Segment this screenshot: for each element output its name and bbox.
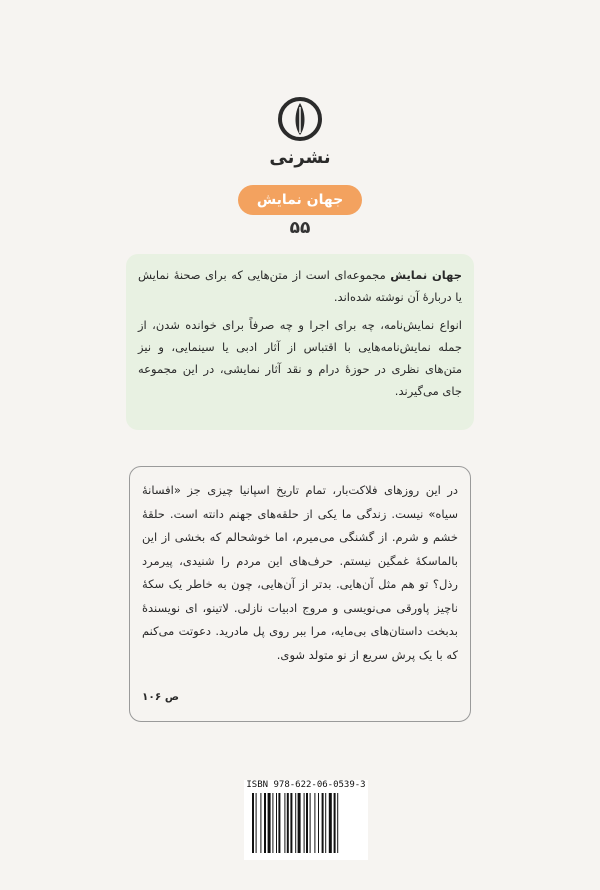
- barcode-icon: [250, 793, 362, 855]
- isbn-number: ISBN 978-622-06-0539-3: [246, 780, 366, 790]
- publisher-name: نشرنی: [269, 147, 331, 168]
- series-name: جهان نمایش: [256, 192, 344, 208]
- description-bold-lead: جهان نمایش: [390, 268, 462, 282]
- excerpt-box: [129, 466, 471, 722]
- barcode: [244, 780, 368, 860]
- description-para1-text: مجموعه‌ای است از متن‌هایی که برای صحنهٔ نمایش یا دربارهٔ آن نوشته شده‌اند.: [138, 268, 462, 304]
- description-paragraph-1: [138, 264, 462, 308]
- description-paragraph-2: انواع نمایش‌نامه، چه برای اجرا و چه صرفاً برای خوانده شدن، از جمله نمایش‌نامه‌هایی با اقتباس از آثار ادبی یا سینمایی، و نیز متن‌های نظری در حوزهٔ درام و نقد آثار نمایشی، در این مجموعه جای می‌گیرند.: [138, 318, 462, 398]
- series-badge: [238, 185, 362, 215]
- excerpt-text: در این روزهای فلاکت‌بار، تمام تاریخ اسپانیا چیزی جز «افسانهٔ سیاه» نیست. زندگی ما یکی از حلقه‌های جهنم دانته است. حلقهٔ خشم و شرم. از گشنگی می‌میرم، اما خوشحالم که بخشی از این بالماسکهٔ غمگین نیستم. حرف‌های این مردم را شنیدی، پیرمرد رذل؟ تو هم مثل آن‌هایی. بدتر از آن‌هایی، چون به خاطر یک سکهٔ ناچیز پاورقی می‌نویسی و مروج ادبیات نازلی. لاتینو، ای نویسندهٔ بدبخت داستان‌های بی‌مایه، مرا ببر روی پل مادرید. دعوتت می‌کنم که با یک پرش سریع از نو متولد شوی.: [142, 483, 458, 662]
- excerpt-page-ref: ص ۱۰۶: [142, 690, 180, 703]
- series-description-box: [126, 254, 474, 430]
- ney-logo-icon: [278, 95, 322, 143]
- series-number: ۵۵: [289, 218, 311, 238]
